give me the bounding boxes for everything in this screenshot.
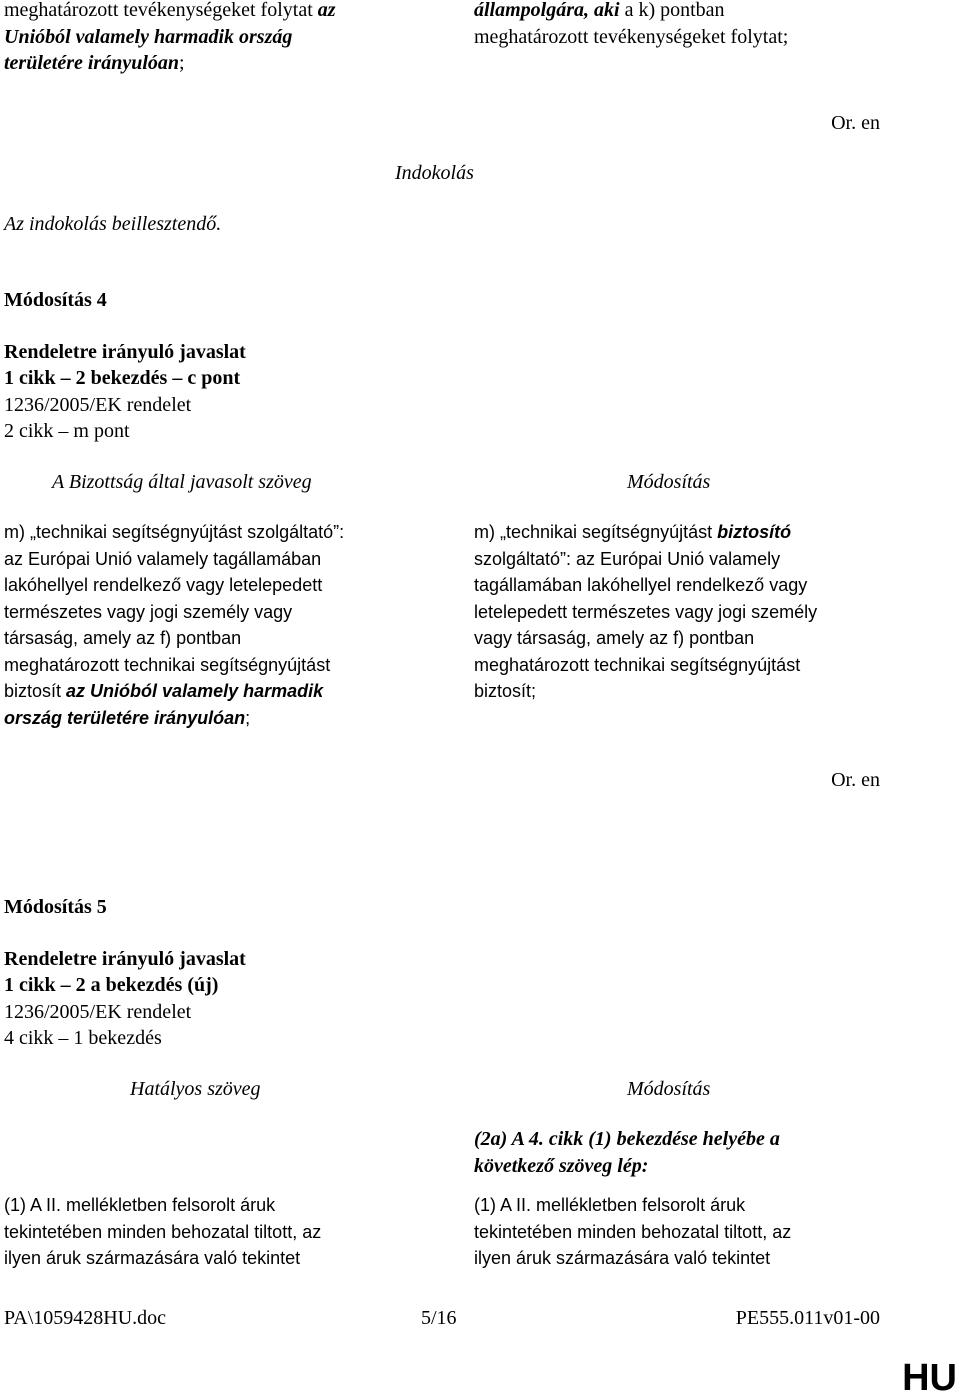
a5-right-line: tekintetében minden behozatal tiltott, az (474, 1221, 792, 1242)
amendment-4-left-text (4, 519, 404, 731)
a5-right-added-text: következő szöveg lép: (474, 1154, 649, 1177)
amendment-4-ref: 2 cikk – m pont (4, 420, 130, 442)
amendment-4-regulation: 1236/2005/EK rendelet (4, 393, 192, 416)
a4-left-deleted-text: az Unióból valamely harmadik (66, 681, 324, 701)
a4-right-line: szolgáltató”: az Európai Unió valamely (474, 548, 781, 569)
a4-left-deleted-text: ország területére irányulóan (4, 707, 246, 728)
amendment-4-proposal: Rendeletre irányuló javaslat (4, 340, 246, 363)
a4-left-line: természetes vagy jogi személy vagy (4, 601, 293, 622)
top-left-line-3: területére irányulóan (4, 52, 180, 74)
a5-left-line: ilyen áruk származására való tekintet (4, 1248, 301, 1268)
a5-right-line: ilyen áruk származására való tekintet (474, 1248, 771, 1268)
top-left-line-2: Unióból valamely harmadik ország (4, 25, 293, 48)
a5-left-line: (1) A II. mellékletben felsorolt áruk (4, 1195, 276, 1215)
amendment-5-article: 1 cikk – 2 a bekezdés (új) (4, 974, 219, 996)
amendment-4-right-text (474, 519, 904, 705)
amendment-5-left-heading: Hatályos szöveg (130, 1078, 261, 1100)
top-left-text (4, 0, 404, 77)
amendment-5-right-intro (474, 1126, 904, 1179)
a4-left-line: az Európai Unió valamely tagállamában (4, 548, 322, 569)
a4-right-line: letelepedett természetes vagy jogi személy (474, 601, 818, 622)
top-left-line-3-end: ; (179, 52, 185, 74)
amendment-4-header (4, 287, 404, 445)
amendment-4-right-heading: Módosítás (627, 471, 711, 493)
top-right-em-1: állampolgára, aki (474, 0, 620, 21)
amendment-5-regulation: 1236/2005/EK rendelet (4, 1000, 192, 1023)
a4-left-line: társaság, amely az f) pontban (4, 628, 242, 648)
amendment-4-label: Módosítás 4 (4, 289, 107, 311)
a4-right-added-text: biztosító (717, 522, 792, 542)
amendment-5-right-text (474, 1192, 904, 1272)
a4-right-line: m) „technikai segítségnyújtást (474, 522, 713, 542)
top-right-text (474, 0, 904, 50)
orig-lang-top: Or. en (831, 112, 880, 134)
a5-left-line: tekintetében minden behozatal tiltott, az (4, 1221, 322, 1242)
footer-doc-code: PE555.011v01-00 (735, 1307, 880, 1329)
justification-text: Az indokolás beillesztendő. (4, 213, 222, 235)
a4-left-line: ; (245, 707, 251, 728)
amendment-5-label: Módosítás 5 (4, 896, 107, 918)
amendment-4-left-heading: A Bizottság által javasolt szöveg (52, 471, 312, 493)
orig-lang-amendment-4: Or. en (831, 769, 880, 791)
a4-left-line: biztosít (4, 681, 62, 701)
top-right-line-1: a k) pontban (624, 0, 725, 21)
footer-page-number: 5/16 (421, 1307, 457, 1329)
a4-right-line: meghatározott technikai segítségnyújtást (474, 654, 801, 675)
a4-left-line: m) „technikai segítségnyújtást szolgáltató”: (4, 522, 345, 542)
amendment-5-left-text (4, 1192, 404, 1272)
a4-right-line: biztosít; (474, 681, 537, 701)
amendment-4-article: 1 cikk – 2 bekezdés – c pont (4, 367, 241, 389)
amendment-5-ref: 4 cikk – 1 bekezdés (4, 1027, 162, 1049)
amendment-5-proposal: Rendeletre irányuló javaslat (4, 947, 246, 970)
top-left-line-1: meghatározott tevékenységeket folytat (4, 0, 313, 21)
amendment-5-header (4, 894, 404, 1052)
top-left-em-1: az (317, 0, 336, 21)
a5-right-added-text: (2a) A 4. cikk (1) bekezdése helyébe a (474, 1128, 780, 1150)
a4-left-line: lakóhellyel rendelkező vagy letelepedett (4, 575, 323, 595)
language-mark: HU (902, 1357, 957, 1399)
a5-right-line: (1) A II. mellékletben felsorolt áruk (474, 1195, 746, 1215)
a4-left-line: meghatározott technikai segítségnyújtást (4, 654, 331, 675)
justification-heading: Indokolás (395, 162, 474, 184)
amendment-5-right-heading: Módosítás (627, 1078, 711, 1100)
a4-right-line: vagy társaság, amely az f) pontban (474, 628, 755, 648)
footer-doc-name: PA\1059428HU.doc (4, 1307, 167, 1329)
a4-right-line: tagállamában lakóhellyel rendelkező vagy (474, 575, 808, 595)
top-right-line-2: meghatározott tevékenységeket folytat; (474, 25, 789, 48)
